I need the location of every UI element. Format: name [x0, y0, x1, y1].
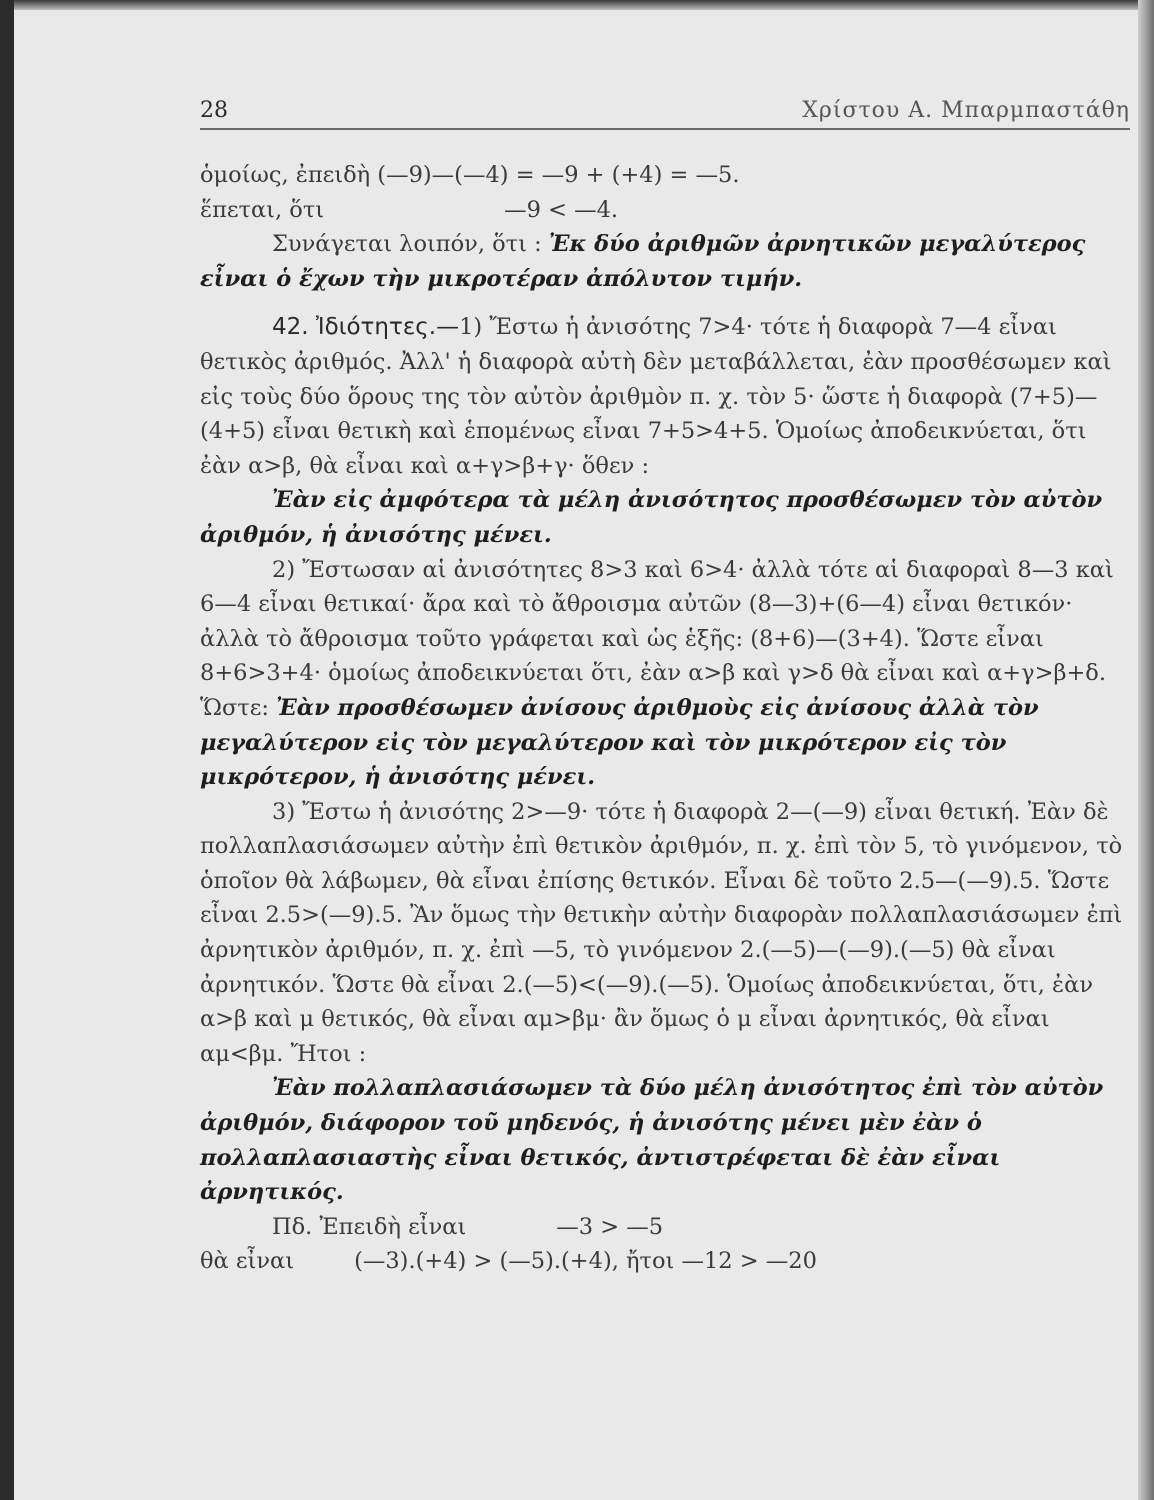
paragraph [200, 553, 1130, 795]
text-span: 1) Ἔστω ἡ ἀνισότης 7>4· τότε ἡ διαφορὰ 7—4 εἶναι θετικὸς ἀριθμός. Ἀλλ' ἡ διαφορὰ αὐτὴ δὲν μεταβάλλεται, ἐὰν προσθέσωμεν καὶ εἰς τοὺς δύο ὅρους της τὸν αὐτὸν ἀριθμὸν π. χ. τὸν 5· ὥστε ἡ διαφορὰ (7+5)—(4+5) εἶναι θετικὴ καὶ ἑπομένως εἶναι 7+5>4+5. Ὁμοίως ἀποδεικνύεται, ὅτι ἐὰν α>β, θὰ εἶναι καὶ α+γ>β+γ· ὅθεν : [200, 314, 1112, 479]
page-right-edge [1138, 0, 1154, 1500]
text-span: Ὥστε: [200, 694, 277, 721]
text-span: θὰ εἶναι [200, 1248, 295, 1275]
page-top-edge [0, 0, 1154, 10]
example-line [200, 1210, 1130, 1245]
inequality: (—3).(+4) > (—5).(+4), ἤτοι —12 > —20 [354, 1248, 817, 1275]
text-span: 3) Ἔστω ἡ ἀνισότης 2>—9· τότε ἡ διαφορὰ 2—(—9) εἶναι θετική. Ἐὰν δὲ πολλαπλασιάσωμεν αὐτὴν ἐπὶ θετικὸν ἀριθμόν, π. χ. ἐπὶ τὸν 5, τὸ γινόμενον, τὸ ὁποῖον θὰ λάβωμεν, θὰ εἶναι ἐπίσης θετικόν. Εἶναι δὲ τοῦτο 2.5—(—9).5. Ὥστε εἶναι 2.5>(—9).5. Ἂν ὅμως τὴν θετικὴν αὐτὴν διαφορὰν πολλαπλασιάσωμεν ἐπὶ ἀρνητικὸν ἀριθμόν, π. χ. ἐπὶ —5, τὸ γινόμενον 2.(—5)—(—9).(—5) θὰ εἶναι ἀρνητικόν. Ὥστε θὰ εἶναι 2.(—5)<(—9).(—5). Ὁμοίως ἀποδεικνύεται, ὅτι, ἐὰν α>β καὶ μ θετικός, θὰ εἶναι αμ>βμ· ἂν ὅμως ὁ μ εἶναι ἀρνητικός, θὰ εἶναι αμ<βμ. Ἤτοι : [200, 798, 1123, 1067]
inequality: —3 > —5 [556, 1213, 664, 1240]
paragraph [200, 795, 1130, 1072]
page-header [200, 98, 1130, 132]
example-line [200, 1244, 1130, 1279]
text-span: ἕπεται, ὅτι [200, 196, 325, 223]
equation-line: ὁμοίως, ἐπειδὴ (—9)—(—4) = —9 + (+4) = —5. [200, 162, 740, 188]
rule-statement: Ἐὰν πολλαπλασιάσωμεν τὰ δύο μέλη ἀνισότητος ἐπὶ τὸν αὐτὸν ἀριθμόν, διάφορον τοῦ μηδενός, ἡ ἀνισότης μένει μὲν ἐὰν ὁ πολλαπλασιαστὴς εἶναι θετικός, ἀντιστρέφεται δὲ ἐὰν εἶναι ἀρνητικός. [200, 1075, 1104, 1206]
text-span: Συνάγεται λοιπόν, ὅτι : [272, 231, 549, 258]
paragraph [200, 1071, 1130, 1209]
running-title: Χρίστου Α. Μπαρμπαστάθη [802, 98, 1130, 123]
page-number: 28 [200, 98, 228, 123]
text-span: 2) Ἔστωσαν αἱ ἀνισότητες 8>3 καὶ 6>4· ἀλλὰ τότε αἱ διαφοραὶ 8—3 καὶ 6—4 εἶναι θετικαί· ἄρα καὶ τὸ ἄθροισμα αὐτῶν (8—3)+(6—4) εἶναι θετικόν· ἀλλὰ τὸ ἄθροισμα τοῦτο γράφεται καὶ ὡς ἑξῆς: (8+6)—(3+4). Ὥστε εἶναι 8+6>3+4· ὁμοίως ἀποδεικνύεται ὅτι, ἐὰν α>β καὶ γ>δ θὰ εἶναι καὶ α+γ>β+δ. [200, 556, 1114, 687]
page-body [200, 158, 1130, 1279]
paragraph [200, 483, 1130, 552]
section-paragraph [200, 310, 1130, 483]
text-line [200, 158, 1130, 193]
text-line [200, 193, 1130, 228]
text-span: Πδ. Ἐπειδὴ εἶναι [272, 1213, 467, 1240]
rule-statement: Ἐὰν εἰς ἀμφότερα τὰ μέλη ἀνισότητος προσθέσωμεν τὸν αὐτὸν ἀριθμόν, ἡ ἀνισότης μένει. [200, 487, 1103, 548]
book-binding-edge [0, 0, 14, 1500]
rule-statement: Ἐὰν προσθέσωμεν ἀνίσους ἀριθμοὺς εἰς ἀνίσους ἀλλὰ τὸν μεγαλύτερον εἰς τὸν μεγαλύτερον καὶ τὸν μικρότερον εἰς τὸν μικρότερον, ἡ ἀνισότης μένει. [200, 694, 1039, 791]
inequality: —9 < —4. [504, 196, 619, 223]
section-heading: 42. Ἰδιότητες.— [272, 314, 460, 341]
paragraph [200, 227, 1130, 296]
rule-statement: Ἐκ δύο ἀριθμῶν ἀρνητικῶν μεγαλύτερος εἶναι ὁ ἔχων τὴν μικροτέραν ἀπόλυτον τιμήν. [200, 231, 1086, 292]
header-rule [200, 128, 1130, 130]
